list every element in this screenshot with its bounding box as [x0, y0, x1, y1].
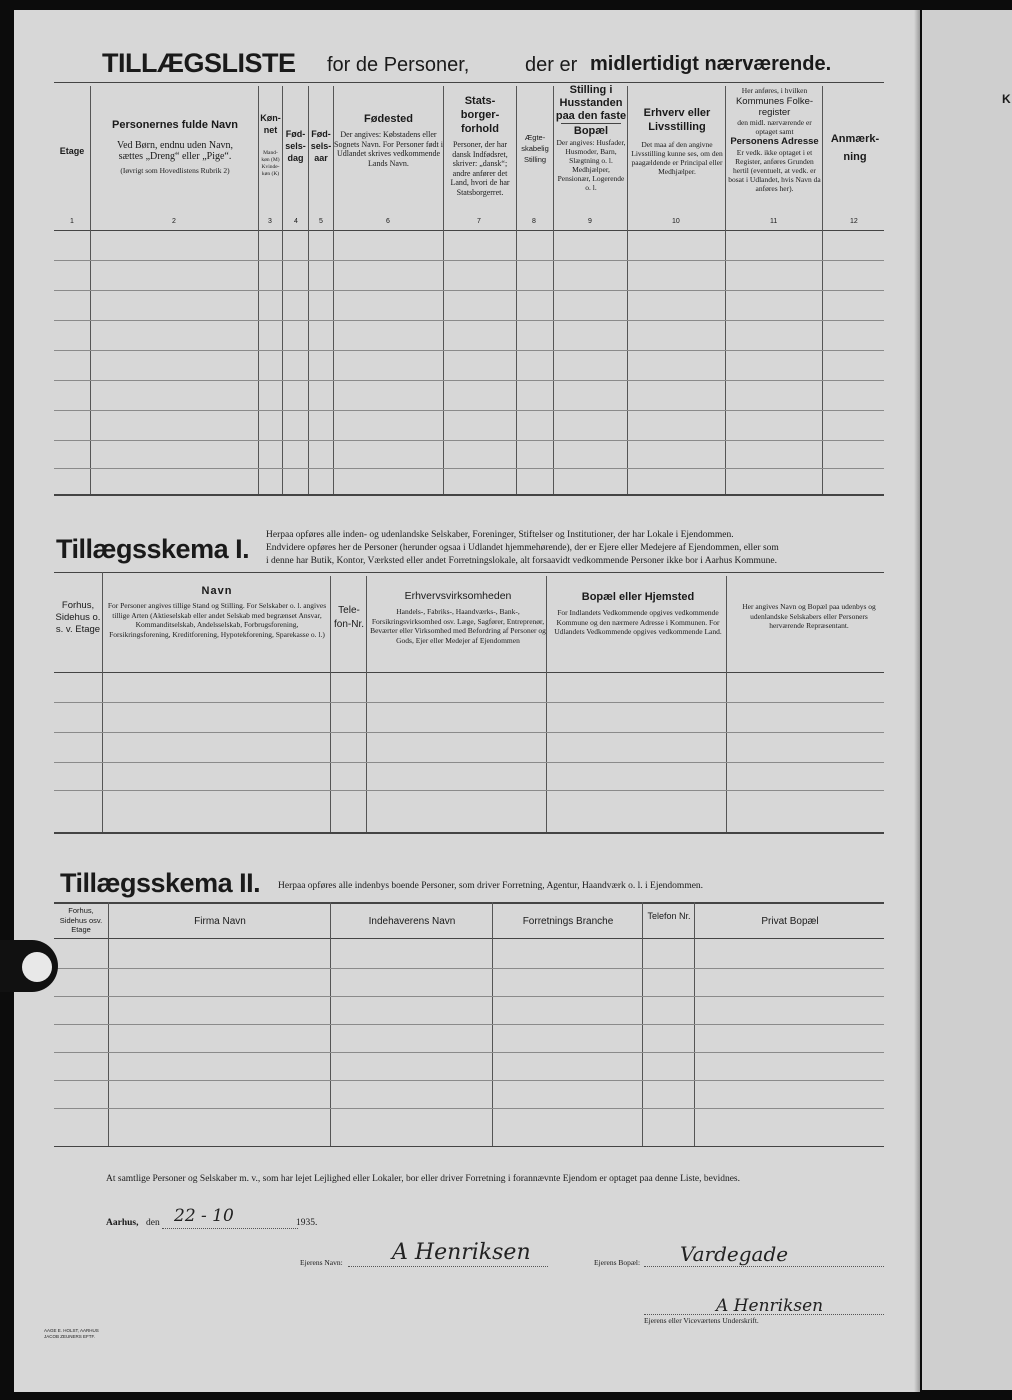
header-etage: Etage — [59, 146, 85, 156]
signature-label: Ejerens eller Viceværtens Underskrift. — [644, 1316, 759, 1325]
col-sep — [366, 576, 367, 832]
table-row — [54, 320, 884, 321]
col-number: 10 — [672, 218, 680, 225]
table-row — [54, 732, 884, 733]
table-row — [54, 702, 884, 703]
owner-name-line — [348, 1266, 548, 1267]
col-number: 8 — [532, 218, 536, 225]
table-row — [54, 1052, 884, 1053]
table-row — [54, 350, 884, 351]
header-fodselsdag: Fød-sels-dag — [285, 129, 306, 163]
table-header-rule — [54, 230, 884, 231]
signature-line — [644, 1314, 884, 1315]
header-folkereg-pre: Her anføres, i hvilken — [741, 86, 808, 95]
skema1-col-repr: Her angives Navn og Bopæl paa udenbys og udenlandske Selskabers eller Personers herværende Repræsentant. — [742, 602, 876, 630]
skema1-col-bopael: Bopæl eller Hjemsted — [581, 591, 695, 603]
col-sep — [546, 576, 547, 832]
col-number: 5 — [319, 218, 323, 225]
skema2-intro: Herpaa opføres alle indenbys boende Personer, som driver Forretning, Agentur, Haandværk o. l. i Ejendommen. — [278, 881, 704, 891]
header-stilling-bopael: Bopæl — [561, 123, 621, 138]
col-number: 6 — [386, 218, 390, 225]
col-number: 1 — [70, 218, 74, 225]
table-bottom-rule — [54, 494, 884, 496]
owner-address-handwritten[interactable]: Vardegade — [680, 1242, 789, 1266]
col-number: 11 — [770, 218, 778, 225]
signature-handwritten[interactable]: A Henriksen — [716, 1296, 824, 1316]
date-handwritten[interactable]: 22 - 10 — [174, 1206, 234, 1226]
table-row — [54, 260, 884, 261]
skema2-col-privat: Privat Bopæl — [761, 916, 819, 927]
table-row — [54, 762, 884, 763]
header-fodested-note: Der angives: Købstadens eller Sognets Navn. For Personer født i Udlandet skrives vedkommende Lands Navn. — [334, 130, 443, 168]
printer-imprint: AAGE E. HOLST, AARHUS JACOB ZEUNERS EFTF. — [44, 1328, 99, 1339]
col-number: 12 — [850, 218, 858, 225]
header-erhverv-note: Det maa af den angivne Livsstilling kunne ses, om den paagældende er Principal eller Medhjælper. — [631, 140, 723, 176]
header-kon: Køn-net — [260, 113, 281, 135]
thumb-shadow — [0, 940, 58, 992]
skema1-top-rule — [54, 572, 884, 573]
skema2-header-rule — [54, 938, 884, 939]
footer-statement: At samtlige Personer og Selskaber m. v., som har lejet Lejlighed eller Lokaler, bor eller driver Forretning i forannævnte Ejendom er optaget paa denne Liste, bevidnes. — [106, 1174, 740, 1184]
table-row — [54, 440, 884, 441]
col-number: 7 — [477, 218, 481, 225]
skema2-title: Tillægsskema II. — [60, 868, 261, 898]
adjacent-page-letter: K — [1002, 92, 1011, 106]
skema1-col-bopael-note: For Indlandets Vedkommende opgives vedkommende Kommune og den nærmere Adresse i Kommunen. For Udlandets Vedkommende opgives vedkommende Land. — [554, 608, 722, 636]
header-erhverv: Erhverv eller Livsstilling — [643, 107, 711, 133]
owner-name-handwritten[interactable]: A Henriksen — [392, 1240, 531, 1265]
skema2-col-telefon: Telefon Nr. — [647, 911, 691, 921]
header-kon-note: Mand-køn (M) Kvinde-køn (K) — [261, 150, 280, 177]
footer-year: 1935. — [296, 1218, 318, 1228]
owner-name-label: Ejerens Navn: — [300, 1258, 343, 1267]
header-aegteskab: Ægte-skabelig Stilling — [521, 133, 549, 164]
table-row — [54, 468, 884, 469]
header-name-note2: sættes „Dreng“ eller „Pige“. — [118, 151, 232, 162]
header-name-note3: (Iøvrigt som Hovedlistens Rubrik 2) — [120, 166, 230, 175]
header-fodselsaar: Fød-sels-aar — [310, 129, 332, 163]
skema2-top-rule — [54, 902, 884, 904]
skema2-col-forhus: Forhus, Sidehus osv. Etage — [59, 906, 103, 934]
header-name: Personernes fulde Navn — [112, 119, 238, 131]
skema1-intro-line1: Herpaa opføres alle inden- og udenlandske Selskaber, Foreninger, Stiftelser og Institutioner, der har Lokale i Ejendommen. — [266, 530, 734, 540]
table-row — [54, 410, 884, 411]
table-row — [54, 1108, 884, 1109]
skema2-bottom-rule — [54, 1146, 884, 1147]
adjacent-page — [922, 10, 1012, 1390]
skema1-bottom-rule — [54, 832, 884, 834]
list-title-der: der er — [525, 54, 578, 76]
table-row — [54, 790, 884, 791]
skema1-intro-line2: Endvidere opføres her de Personer (herunder ogsaa i Udlandet hjemmehørende), der er Ejere eller Medejere af Ejendommen, eller som — [266, 543, 779, 553]
table-row — [54, 1024, 884, 1025]
list-title-for: for de Personer, — [327, 54, 470, 76]
col-number: 4 — [294, 218, 298, 225]
skema1-header-rule — [54, 672, 884, 673]
table-row — [54, 1080, 884, 1081]
skema2-col-firma: Firma Navn — [194, 916, 246, 927]
skema1-col-forhus: Forhus, Sidehus o. s. v. Etage — [55, 600, 101, 635]
owner-address-label: Ejerens Bopæl: — [594, 1258, 641, 1267]
skema1-intro — [266, 529, 886, 568]
table-top-rule — [54, 82, 884, 83]
col-number: 2 — [172, 218, 176, 225]
skema1-col-navn: Navn — [201, 585, 233, 597]
skema1-col-navn-note: For Personer angives tillige Stand og Stilling. For Selskaber o. l. angives tillige Arten (Aktieselskab eller andet Selskab med begrænset Ansvar, Kommanditselskab, Andelsselskab, Forbrugsforening, Forsikringsforening, Kreditforening, Hypotekforening, Sparekasse o. l.) — [107, 601, 327, 639]
header-fodested: Fødested — [364, 113, 413, 125]
form-page — [14, 10, 920, 1392]
header-anmaerkning: Anmærk-ning — [830, 133, 880, 163]
skema1-intro-line3: i denne har Butik, Kontor, Værksted eller andet Forretningslokale, alt forsaavidt vedkommende Personer ikke bor i Aarhus Kommune. — [266, 556, 778, 566]
col-number: 9 — [588, 218, 592, 225]
footer-city: Aarhus, — [106, 1218, 139, 1228]
header-folkereg-note-a: den midl. nærværende er optaget samt — [737, 117, 812, 136]
skema2-col-branche: Forretnings Branche — [522, 916, 614, 927]
table-row — [54, 968, 884, 969]
skema1-col-erhverv: Erhvervsvirksomheden — [404, 590, 512, 602]
header-name-note1: Ved Børn, endnu uden Navn, — [116, 140, 234, 151]
table-row — [54, 290, 884, 291]
owner-address-line — [644, 1266, 884, 1267]
col-sep — [726, 576, 727, 832]
header-statsborger: Stats-borger-forhold — [460, 95, 500, 135]
col-number: 3 — [268, 218, 272, 225]
header-stilling-note: Der angives: Husfader, Husmoder, Barn, Slægtning o. l. Medhjælper, Pensionær, Logerende o. l. — [556, 138, 626, 192]
header-folkereg: Kommunes Folke-register — [735, 95, 814, 118]
header-statsborger-note: Personer, der har dansk Indfødsret, skriver: „dansk“; andre anfører det Land, hvori de har Statsborgerret. — [450, 140, 510, 197]
table-row — [54, 380, 884, 381]
list-title-midl: midlertidigt nærværende. — [590, 53, 832, 75]
header-personens-adresse: Personens Adresse — [730, 135, 819, 147]
header-stilling: Stilling i Husstanden paa den faste — [555, 84, 627, 122]
skema1-col-telefon: Tele-fon-Nr. — [333, 605, 364, 630]
footer-den: den — [146, 1218, 160, 1228]
date-line — [162, 1228, 298, 1229]
header-folkereg-note-b: Er vedk. ikke optaget i et Register, anføres Grunden hertil (eventuelt, at vedk. er bosat i Udlandet, hvis Navn da anføres her). — [728, 147, 821, 193]
list-title: TILLÆGSLISTE — [102, 48, 296, 78]
col-sep — [330, 576, 331, 832]
skema1-col-erhverv-note: Handels-, Fabriks-, Haandværks-, Bank-, Forsikringsvirksomhed osv. Læge, Sagfører, Entreprenør, Beværter eller Virksomhed med Befordring af Personer og Gods, Ejer eller Medejer af Ejendommen — [370, 607, 546, 645]
skema1-title: Tillægsskema I. — [56, 534, 250, 564]
skema2-col-indehaver: Indehaverens Navn — [368, 916, 456, 927]
page-fold — [914, 10, 920, 1392]
table-row — [54, 996, 884, 997]
